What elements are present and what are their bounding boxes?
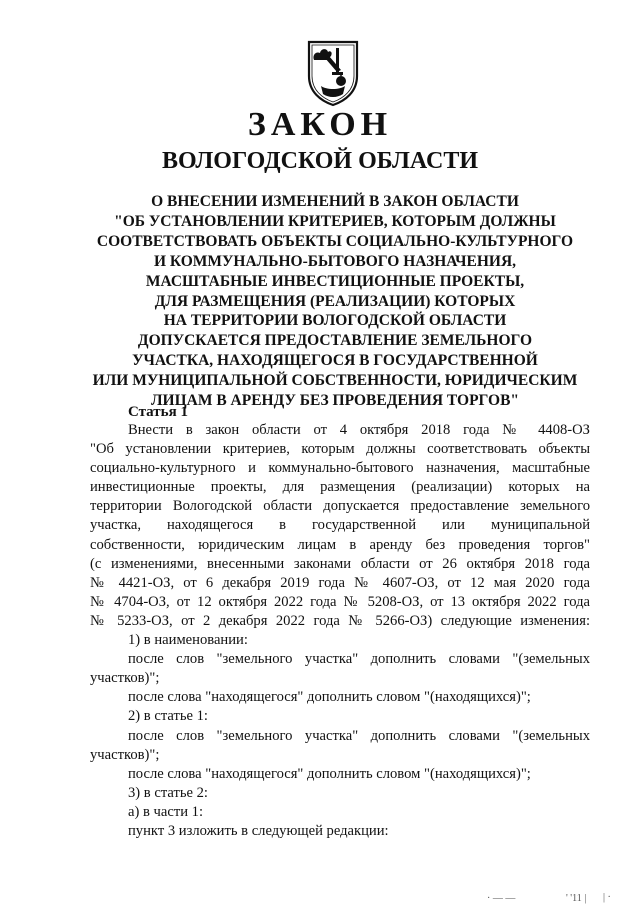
vologda-coat-of-arms-icon <box>303 38 363 108</box>
body-line: № 4421-ОЗ, от 6 декабря 2019 года № 4607-ОЗ, от 12 мая 2020 года <box>90 574 590 591</box>
region-heading: ВОЛОГОДСКОЙ ОБЛАСТИ <box>161 148 479 174</box>
body-line: 3) в статье 2: <box>128 784 208 801</box>
scan-mark: · — — <box>487 893 516 904</box>
title-line: ДЛЯ РАЗМЕЩЕНИЯ (РЕАЛИЗАЦИИ) КОТОРЫХ <box>154 292 516 310</box>
title-line: НА ТЕРРИТОРИИ ВОЛОГОДСКОЙ ОБЛАСТИ <box>163 312 507 330</box>
title-line: И КОММУНАЛЬНО-БЫТОВОГО НАЗНАЧЕНИЯ, <box>153 252 517 270</box>
title-line: "ОБ УСТАНОВЛЕНИИ КРИТЕРИЕВ, КОТОРЫМ ДОЛЖНЫ <box>114 212 556 230</box>
body-line: территории Вологодской области допускается предоставление земельного <box>90 498 590 515</box>
body-line: (с изменениями, внесенными законами области от 26 октября 2018 года <box>90 555 590 572</box>
law-title <box>90 192 580 411</box>
article-body <box>90 421 590 841</box>
body-line: после слов "земельного участка" дополнить словами "(земельных <box>128 727 590 744</box>
body-line: № 4704-ОЗ, от 12 октября 2022 года № 5208-ОЗ, от 13 октября 2022 года <box>90 593 590 610</box>
article-heading: Статья 1 <box>128 404 188 420</box>
body-line: участков)"; <box>90 746 160 763</box>
title-line: МАСШТАБНЫЕ ИНВЕСТИЦИОННЫЕ ПРОЕКТЫ, <box>145 272 525 290</box>
title-line: СООТВЕТСТВОВАТЬ ОБЪЕКТЫ СОЦИАЛЬНО-КУЛЬТУРНОГО <box>96 232 574 250</box>
body-line: а) в части 1: <box>128 803 204 820</box>
title-line: ДОПУСКАЕТСЯ ПРЕДОСТАВЛЕНИЕ ЗЕМЕЛЬНОГО <box>137 332 533 350</box>
body-line: Внести в закон области от 4 октября 2018 года № 4408-ОЗ <box>128 422 590 438</box>
body-line: участка, находящегося в государственной или муниципальной <box>90 517 590 534</box>
body-line: № 5233-ОЗ, от 2 декабря 2022 года № 5266-ОЗ) следующие изменения: <box>90 612 590 629</box>
body-line: 2) в статье 1: <box>128 708 208 725</box>
body-line: 1) в наименовании: <box>128 632 248 649</box>
title-line: УЧАСТКА, НАХОДЯЩЕГОСЯ В ГОСУДАРСТВЕННОЙ <box>132 352 538 370</box>
body-line: участков)"; <box>90 670 160 687</box>
body-line: "Об установлении критериев, которым должны соответствовать объекты <box>90 441 590 458</box>
title-line: ИЛИ МУНИЦИПАЛЬНОЙ СОБСТВЕННОСТИ, ЮРИДИЧЕСКИМ <box>92 372 578 390</box>
body-line: инвестиционные проекты, для размещения (реализации) которых на <box>90 479 590 496</box>
body-line: после слова "находящегося" дополнить словом "(находящихся)"; <box>128 765 531 782</box>
body-line: пункт 3 изложить в следующей редакции: <box>128 822 389 839</box>
body-line: социально-культурного и коммунально-бытового назначения, масштабные <box>90 460 590 477</box>
body-line: после слова "находящегося" дополнить словом "(находящихся)"; <box>128 689 531 706</box>
body-line: собственности, юридическим лицам в аренду без проведения торгов" <box>90 536 590 553</box>
title-line: ЛИЦАМ В АРЕНДУ БЕЗ ПРОВЕДЕНИЯ ТОРГОВ" <box>150 392 520 410</box>
law-type-heading: ЗАКОН <box>247 106 393 143</box>
scan-mark: | · <box>603 892 611 903</box>
title-line: О ВНЕСЕНИИ ИЗМЕНЕНИЙ В ЗАКОН ОБЛАСТИ <box>151 193 519 210</box>
scan-mark: ' '11 | <box>566 893 587 904</box>
body-line: после слов "земельного участка" дополнить словами "(земельных <box>128 651 590 668</box>
